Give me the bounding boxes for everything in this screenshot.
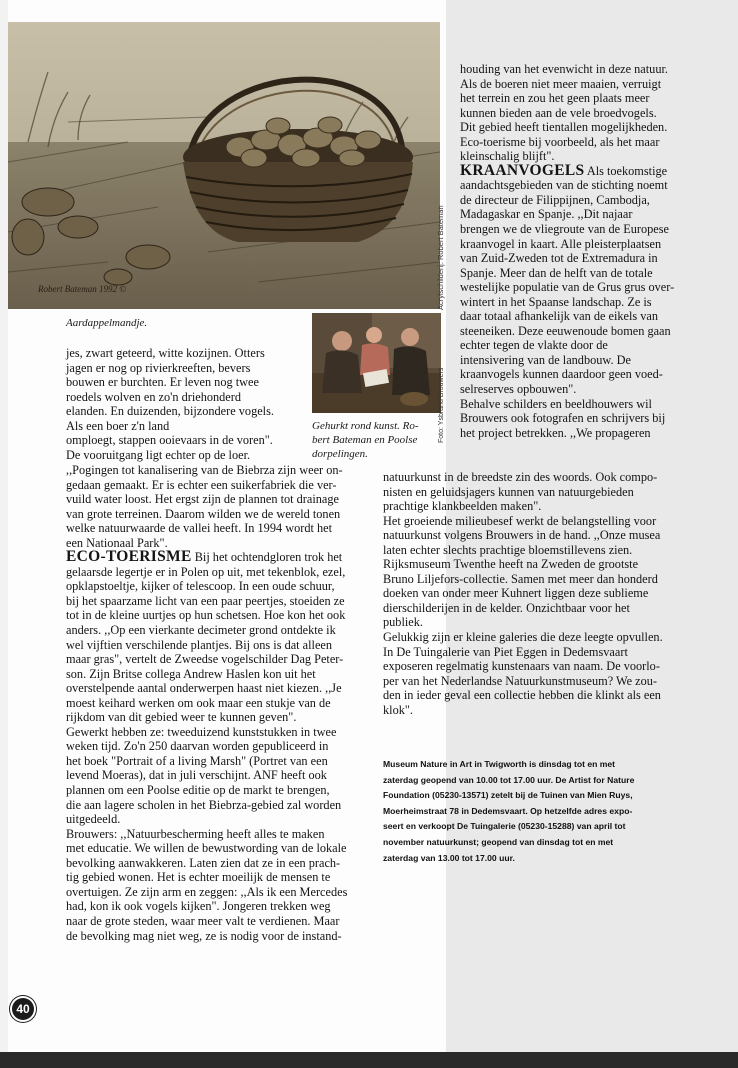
- text-line: publiek.: [383, 615, 423, 630]
- info-line: zaterdag geopend van 10.00 tot 17.00 uur. De Artist for Nature: [383, 774, 635, 785]
- text-line: son. Zijn Britse collega Andrew Haslen kon uit het: [66, 666, 316, 681]
- text-line: vuild water loost. Het ergst zijn de plannen tot drainage: [66, 492, 339, 507]
- text-line: kunnen bieden aan de vele broedvogels.: [460, 105, 657, 120]
- info-line: Moerheimstraat 78 in Dedemsvaart. Op hetzelfde adres expo-: [383, 805, 633, 816]
- text-line: opklapstoeltje, kijker of telescoop. In een oude schuur,: [66, 579, 335, 594]
- text-line: Eco-toerisme bij voorbeeld, als het maar: [460, 134, 660, 149]
- text-line: de directeur de Filippijnen, Cambodja,: [460, 192, 650, 207]
- photo-caption: [312, 419, 446, 461]
- text-line: tig gebied wonen. Het is echter moeilijk de mensen te: [66, 870, 331, 885]
- text-line: daar totaal afhankelijk van de eikels van: [460, 309, 659, 324]
- text-line: De vooruitgang ligt echter op de loer.: [66, 447, 251, 462]
- text-line: intensivering van de landbouw. De: [460, 352, 631, 367]
- text-line: Bruno Liljefors-collectie. Samen met meer dan honderd: [383, 571, 658, 586]
- right-column-text: [460, 62, 674, 440]
- right-column-wide-text: [383, 470, 663, 717]
- text-line: met educatie. We willen de bewustwording van de lokale: [66, 841, 347, 856]
- text-line: dierschilderijen in de kelder. Onzichtbaar voor het: [383, 600, 630, 615]
- text-line: ,,Pogingen tot kanalisering van de Biebrza zijn weer on-: [66, 463, 343, 477]
- left-column-narrow-text: [66, 346, 274, 462]
- kraanvogels-paragraph-start: [460, 161, 674, 179]
- text-line: aandachtsgebieden van de stichting noemt: [460, 178, 668, 193]
- text-line: Dit gebied heeft tientallen mogelijkheden.: [460, 120, 668, 135]
- text-line: natuurkunst volgens Brouwers in de hand. ,,Onze musea: [383, 528, 661, 543]
- page-edge: [0, 0, 8, 1068]
- text-line: den in ieder geval een collectie hebben die klinkt als een: [383, 688, 661, 703]
- text-line: Brouwers: ,,Natuurbescherming heeft alles te maken: [66, 826, 325, 841]
- info-line: seert en verkoopt De Tuingalerie (05230-15288) van april tot: [383, 821, 626, 832]
- text-line: wintert in het Spaanse landschap. Ze is: [460, 294, 652, 309]
- photo-villagers: [312, 313, 441, 413]
- text-line: Spanje. Meer dan de helft van de totale: [460, 265, 653, 280]
- text-line: echter tegen de vlakte door de: [460, 338, 608, 353]
- text-line: welke natuurwaarde de vallei heeft. In 1994 wordt het: [66, 521, 332, 536]
- text-line: Gelukkig zijn er kleine galeries die deze leegte opvullen.: [383, 630, 663, 645]
- text-line: elanden. En duizenden, bijzondere vogels.: [66, 404, 274, 419]
- text-line: gelaarsde legertje er in Polen op uit, met tekenblok, ezel,: [66, 564, 346, 579]
- section-heading-kraanvogels: KRAANVOGELS: [460, 161, 585, 179]
- painting-signature: Robert Bateman 1992 ©: [38, 284, 127, 294]
- text-line: had, kon ik ook vogels kijken". Jongeren trekken weg: [66, 899, 331, 914]
- text-line: prachtige klankbeelden maken".: [383, 499, 542, 514]
- text-line: Bij het ochtendgloren trok het: [191, 550, 343, 565]
- text-line: kraanvogel in kaart. Alle pleisterplaatsen: [460, 236, 662, 251]
- text-line: kleinschalig blijft".: [460, 149, 555, 164]
- text-line: Gewerkt hebben ze: tweeduizend kunststukken in twee: [66, 724, 337, 739]
- text-line: per van het Nederlandse Natuurkunstmuseum? We zou-: [383, 673, 658, 688]
- text-line: het project betrekken. ,,We propageren: [460, 425, 651, 440]
- text-line: de bevolking mag niet weg, ze is nodig voor de instand-: [66, 928, 342, 943]
- text-line: doeken van onder meer Kuhnert liggen deze sublieme: [383, 586, 649, 601]
- museum-info-box: [383, 757, 713, 866]
- painting-caption: Aardappelmandje.: [66, 317, 148, 329]
- text-line: roedels wolven en zo'n driehonderd: [66, 389, 241, 404]
- left-column-wide-text: [66, 463, 347, 943]
- text-line: van Zuid-Zweden tot de Extremadura in: [460, 251, 658, 266]
- painting-credit: Acrylschilderij: Robert Bateman: [436, 205, 445, 310]
- info-line: november natuurkunst; geopend van dinsdag tot en met: [383, 836, 614, 847]
- text-line: het boek "Portrait of a living Marsh" (Portret van een: [66, 753, 328, 768]
- eco-toerisme-paragraph-start: [66, 550, 347, 565]
- text-line: houding van het evenwicht in deze natuur.: [460, 62, 668, 76]
- text-line: bevolking aanwakkeren. Laten zien dat ze in een prach-: [66, 855, 341, 870]
- text-line: anders. ,,Op een vierkante decimeter grond ontdekte ik: [66, 623, 336, 638]
- text-line: bij het spaarzame licht van een paar peertjes, stoeiden ze: [66, 593, 345, 608]
- text-line: kraanvogels kunnen daardoor geen voed-: [460, 367, 663, 382]
- text-line: tot in de kleine uurtjes op hun schetsen. Hoe kon het ook: [66, 608, 346, 623]
- text-line: bouwen er burchten. Er leven nog twee: [66, 375, 259, 390]
- text-line: maar gras", vertelt de Zweedse vogelschilder Dag Peter-: [66, 652, 344, 667]
- text-line: In De Tuingalerie van Piet Eggen in Dedemsvaart: [383, 644, 628, 659]
- text-line: westelijke populatie van de Grus grus over-: [460, 280, 675, 295]
- info-line: zaterdag van 13.00 tot 17.00 uur.: [383, 852, 515, 863]
- text-line: plannen om een Poolse editie op de markt te brengen,: [66, 783, 330, 798]
- text-line: exposeren regelmatig kunstenaars van naam. De voorlo-: [383, 659, 660, 674]
- bottom-edge-bar: [0, 1052, 738, 1068]
- text-line: Rijksmuseum Twenthe heeft na Zweden de grootste: [383, 557, 639, 572]
- text-line: het terrein en zou het geen plaats meer: [460, 91, 650, 106]
- text-line: Behalve schilders en beeldhouwers wil: [460, 396, 652, 411]
- text-line: Brouwers ook fotografen en schrijvers bij: [460, 411, 666, 426]
- text-line: selreserves opbouwen".: [460, 382, 577, 397]
- photo-caption-line: dorpelingen.: [312, 448, 368, 460]
- info-line: Museum Nature in Art in Twigworth is dinsdag tot en met: [383, 759, 616, 769]
- text-line: brengen we de vliegroute van de Europese: [460, 222, 669, 237]
- text-line: Als toekomstige: [584, 163, 668, 178]
- text-line: Het groeiende milieubesef werkt de belangstelling voor: [383, 513, 657, 528]
- text-line: die aan lagere scholen in het Biebrza-gebied zal worden: [66, 797, 342, 812]
- text-line: natuurkunst in de breedste zin des woords. Ook compo-: [383, 470, 658, 484]
- text-line: Madagaskar en Spanje. ,,Dit najaar: [460, 207, 633, 222]
- painting-potato-basket: [8, 22, 440, 309]
- text-line: overstelpende aantal onderwerpen haast niet kiezen. ,,Je: [66, 681, 342, 696]
- text-line: omploegt, stappen ooievaars in de voren".: [66, 433, 273, 448]
- text-line: van grote terreinen. Daarom wilden we de wereld tonen: [66, 506, 341, 521]
- text-line: overtuigen. Ze zijn arm en zeggen: ,,Als ik een Mercedes: [66, 884, 348, 899]
- section-heading-eco-toerisme: ECO-TOERISME: [66, 548, 192, 566]
- info-line: Foundation (05230-13571) zetelt bij de Tuinen van Mien Ruys,: [383, 790, 633, 801]
- text-line: Als de boeren niet meer maaien, verruigt: [460, 76, 662, 91]
- text-line: weken tijd. Zo'n 250 daarvan worden gepubliceerd in: [66, 739, 329, 754]
- page-number-badge: 40: [12, 998, 34, 1020]
- text-line: wel vijftien verschilende plantjes. Bij ons is dat alleen: [66, 637, 333, 652]
- photo-caption-line: bert Bateman en Poolse: [312, 434, 418, 446]
- text-line: nisten en geluidsjagers kunnen van natuurgebieden: [383, 484, 634, 499]
- text-line: levend Moeras), dat in juli verschijnt. ANF heeft ook: [66, 768, 327, 783]
- text-line: uitgedeeld.: [66, 812, 121, 827]
- text-line: steeneiken. Deze eeuwenoude bomen gaan: [460, 323, 671, 338]
- text-line: klok".: [383, 702, 413, 717]
- text-line: naar de grote steden, waar meer valt te verdienen. Maar: [66, 913, 340, 928]
- photo-credit: Foto: Ysbrand Brouwers: [438, 367, 445, 443]
- text-line: een Nationaal Park".: [66, 535, 168, 550]
- text-line: moest keihard werken om ook maar een stukje van de: [66, 695, 331, 710]
- text-line: gedaan gemaakt. Er is echter een suikerfabriek die ver-: [66, 477, 337, 492]
- text-line: Als een boer z'n land: [66, 418, 170, 433]
- text-line: jes, zwart geteerd, witte kozijnen. Otters: [66, 346, 265, 360]
- text-line: rijkdom van dit gebied weer te kunnen geven".: [66, 710, 297, 725]
- text-line: laten echter slechts prachtige bloemstillevens zien.: [383, 542, 633, 557]
- text-line: jagen er nog op rivierkreeften, bevers: [66, 360, 251, 375]
- photo-caption-line: Gehurkt rond kunst. Ro-: [312, 420, 419, 432]
